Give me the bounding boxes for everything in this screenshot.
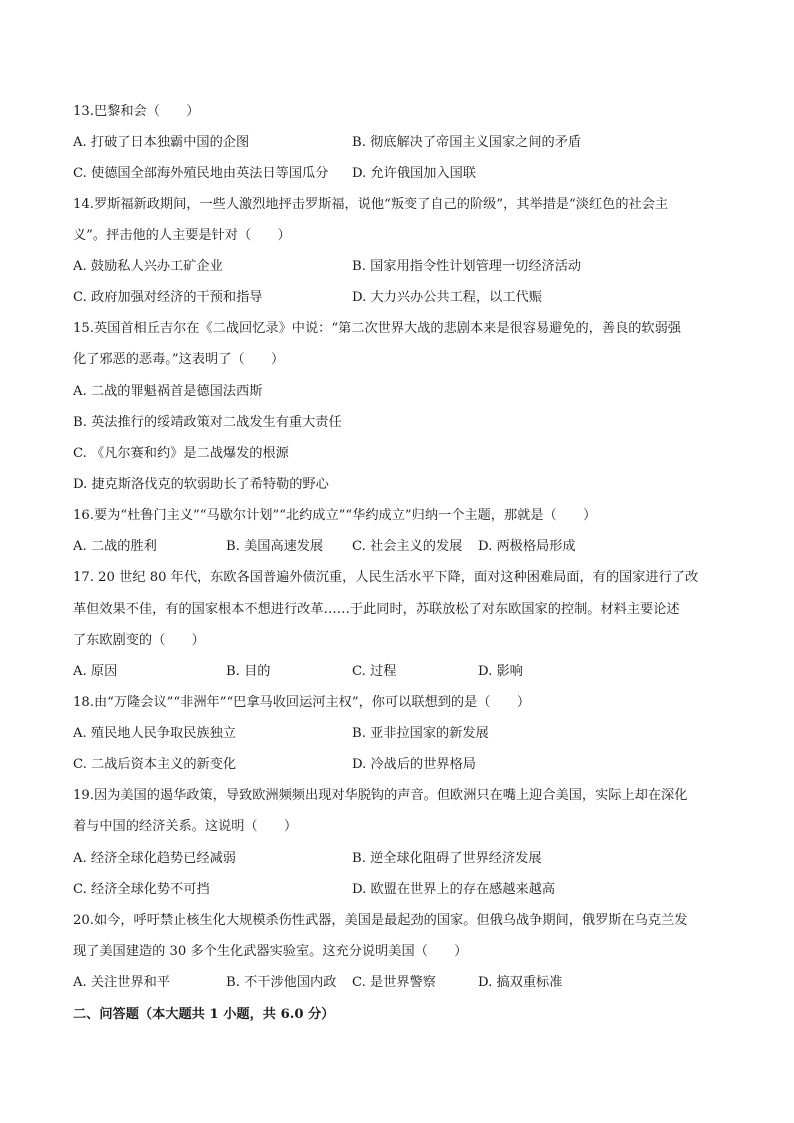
question-17-option-c: C. 过程 <box>352 664 397 679</box>
question-20-stem-line-2: 现了美国建造的 30 多个生化武器实验室。这充分说明美国（ ） <box>73 944 468 959</box>
question-16-stem-line-1: 16.要为“杜鲁门主义”“马歇尔计划”“北约成立”“华约成立”归纳一个主题，那就是（ ） <box>73 508 597 523</box>
question-20-option-b: B. 不干涉他国内政 <box>226 975 337 990</box>
question-20-option-c: C. 是世界警察 <box>352 975 436 990</box>
question-17-option-d: D. 影响 <box>478 664 523 679</box>
question-14-stem-line-1: 14.罗斯福新政期间，一些人激烈地抨击罗斯福，说他“叛变了自己的阶级”，其举措是“淡红色的社会主 <box>73 197 669 212</box>
question-17-stem-line-1: 17. 20 世纪 80 年代，东欧各国普遍外债沉重，人民生活水平下降，面对这种困难局面，有的国家进行了改 <box>73 570 699 585</box>
question-19-option-a: A. 经济全球化趋势已经减弱 <box>73 851 236 866</box>
question-14-option-a: A. 鼓励私人兴办工矿企业 <box>73 259 223 274</box>
question-17-stem-line-3: 了东欧剧变的（ ） <box>73 633 205 648</box>
question-17-stem-line-2: 革但效果不佳，有的国家根本不想进行改革……于此同时，苏联放松了对东欧国家的控制。材料主要论述 <box>73 602 680 617</box>
question-19-option-b: B. 逆全球化阻碍了世界经济发展 <box>352 851 542 866</box>
question-15-option-b: B. 英法推行的绥靖政策对二战发生有重大责任 <box>73 415 342 430</box>
question-18-stem-line-1: 18.由“万隆会议”“非洲年”“巴拿马收回运河主权”，你可以联想到的是（ ） <box>73 695 531 710</box>
question-15-stem-line-1: 15.英国首相丘吉尔在《二战回忆录》中说：“第二次世界大战的悲剧本来是很容易避免的，善良的软弱强 <box>73 321 681 336</box>
question-14-option-b: B. 国家用指令性计划管理一切经济活动 <box>352 259 582 274</box>
question-20-option-a: A. 关注世界和平 <box>73 975 171 990</box>
question-18-option-c: C. 二战后资本主义的新变化 <box>73 757 237 772</box>
question-18-option-d: D. 冷战后的世界格局 <box>352 757 476 772</box>
question-19-stem-line-1: 19.因为美国的遏华政策，导致欧洲频频出现对华脱钩的声音。但欧洲只在嘴上迎合美国，实际上却在深化 <box>73 788 688 803</box>
question-17-option-a: A. 原因 <box>73 664 118 679</box>
question-16-option-b: B. 美国高速发展 <box>226 539 324 554</box>
question-15-stem-line-2: 化了邪恶的恶毒。”这表明了（ ） <box>73 352 285 367</box>
question-20-stem-line-1: 20.如今，呼吁禁止核生化大规模杀伤性武器，美国是最起劲的国家。但俄乌战争期间，俄罗斯在乌克兰发 <box>73 913 688 928</box>
question-17-option-b: B. 目的 <box>226 664 271 679</box>
question-13-stem-line-1: 13.巴黎和会（ ） <box>73 104 200 119</box>
question-15-option-d: D. 捷克斯洛伐克的软弱助长了希特勒的野心 <box>73 477 329 492</box>
question-14-option-d: D. 大力兴办公共工程，以工代赈 <box>352 290 542 305</box>
question-20-option-d: D. 搞双重标准 <box>478 975 563 990</box>
question-15-option-a: A. 二战的罪魁祸首是德国法西斯 <box>73 384 263 399</box>
question-18-option-b: B. 亚非拉国家的新发展 <box>352 726 489 741</box>
question-18-option-a: A. 殖民地人民争取民族独立 <box>73 726 236 741</box>
question-16-option-a: A. 二战的胜利 <box>73 539 157 554</box>
question-13-option-a: A. 打破了日本独霸中国的企图 <box>73 135 250 150</box>
question-16-option-d: D. 两极格局形成 <box>478 539 576 554</box>
question-19-option-d: D. 欧盟在世界上的存在感越来越高 <box>352 882 556 897</box>
question-15-option-c: C. 《凡尔赛和约》是二战爆发的根源 <box>73 446 289 461</box>
question-13-option-c: C. 使德国全部海外殖民地由英法日等国瓜分 <box>73 166 329 181</box>
question-14-option-c: C. 政府加强对经济的干预和指导 <box>73 290 263 305</box>
question-13-option-d: D. 允许俄国加入国联 <box>352 166 476 181</box>
question-19-option-c: C. 经济全球化势不可挡 <box>73 882 210 897</box>
section-heading: 二、问答题（本大题共 1 小题，共 6.0 分） <box>73 1007 335 1022</box>
question-19-stem-line-2: 着与中国的经济关系。这说明（ ） <box>73 819 298 834</box>
question-13-option-b: B. 彻底解决了帝国主义国家之间的矛盾 <box>352 135 582 150</box>
question-16-option-c: C. 社会主义的发展 <box>352 539 463 554</box>
question-14-stem-line-2: 义”。抨击他的人主要是针对（ ） <box>73 228 291 243</box>
